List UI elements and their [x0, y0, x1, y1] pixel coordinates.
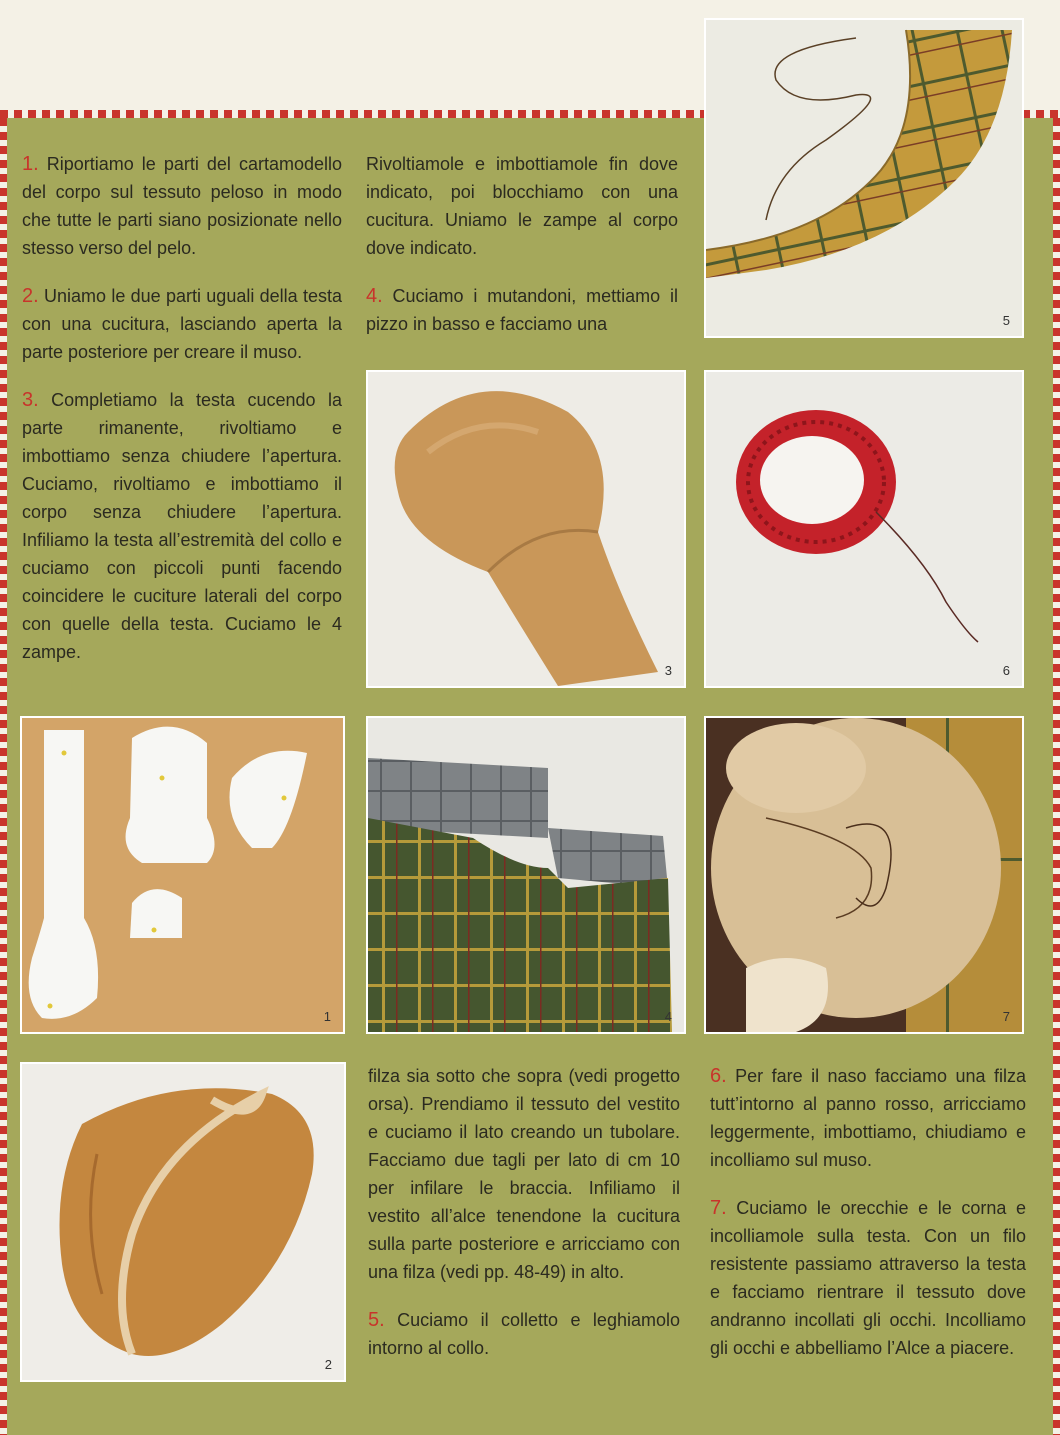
step-5-text: Cuciamo il colletto e leghiamolo intorno al collo.: [368, 1310, 680, 1358]
sewn-head-half-illustration: [22, 1064, 344, 1380]
step-4-number: 4.: [366, 285, 383, 307]
step-6-text: Per fare il naso facciamo una filza tutt’intorno al panno rosso, arricciamo leggermente, imbottiamo, chiudiamo e incolliamo sul muso.: [710, 1066, 1026, 1170]
photo-5-collar-strip: [704, 18, 1024, 338]
step-4-continued: filza sia sotto che sopra (vedi progetto orsa). Prendiamo il tessuto del vestito e cuciamo il lato creando un tubolare. Facciamo due tagli per lato di cm 10 per infilare le braccia. Infiliamo il vestito all’alce tenendone la cucitura sulla parte posteriore e arricciamo con una filza (vedi pp. 48-49) in alto.: [368, 1066, 680, 1282]
instructions-column-2-top: [366, 150, 678, 358]
step-7-text: Cuciamo le orecchie e le corna e incolliamole sulla testa. Con un filo resistente passiamo attraverso la testa e facciamo rientrare il tessuto dove andranno incollati gli occhi. Incolliamo gli occhi e abbelliamo l’Alce a piacere.: [710, 1198, 1026, 1358]
step-7-number: 7.: [710, 1197, 727, 1219]
photo-7-moose-head: [704, 716, 1024, 1034]
collar-strip-illustration: [706, 20, 1022, 336]
instructions-column-2-bottom: [368, 1062, 680, 1382]
dashed-border-right: [1053, 118, 1060, 1435]
red-nose-illustration: [706, 372, 1022, 686]
step-2-number: 2.: [22, 285, 39, 307]
step-3-continued: Rivoltiamole e imbottiamole fin dove indicato, poi blocchiamo con una cucitura. Uniamo le zampe al corpo dove indicato.: [366, 154, 678, 258]
step-4: [366, 282, 678, 338]
step-3: [22, 386, 342, 666]
photo-1-label: 1: [323, 1009, 331, 1024]
plaid-bloomers-illustration: [368, 718, 684, 1032]
step-1: [22, 150, 342, 262]
photo-6-label: 6: [1002, 663, 1010, 678]
step-6: [710, 1062, 1026, 1174]
dashed-border-left: [0, 118, 7, 1435]
instructions-column-3-bottom: [710, 1062, 1026, 1382]
photo-1-paper-patterns: [20, 716, 345, 1034]
step-1-number: 1.: [22, 153, 39, 175]
step-2-text: Uniamo le due parti uguali della testa con una cucitura, lasciando aperta la parte posteriore per creare il muso.: [22, 286, 342, 362]
moose-head-illustration: [706, 718, 1022, 1032]
instructions-column-1: [22, 150, 342, 686]
photo-6-red-nose: [704, 370, 1024, 688]
photo-7-label: 7: [1002, 1009, 1010, 1024]
photo-2-sewn-head-half: [20, 1062, 346, 1382]
photo-3-label: 3: [664, 663, 672, 678]
step-5-number: 5.: [368, 1309, 385, 1331]
photo-2-label: 2: [324, 1357, 332, 1372]
photo-5-label: 5: [1002, 313, 1010, 328]
photo-4-label: 4: [664, 1009, 672, 1024]
step-4-text: Cuciamo i mutandoni, mettiamo il pizzo in basso e facciamo una: [366, 286, 678, 334]
step-5: [368, 1306, 680, 1362]
photo-4-plaid-bloomers: [366, 716, 686, 1034]
paper-patterns-illustration: [22, 718, 343, 1032]
stuffed-head-illustration: [368, 372, 684, 686]
step-3-number: 3.: [22, 389, 39, 411]
step-2: [22, 282, 342, 366]
step-6-number: 6.: [710, 1065, 727, 1087]
step-7: [710, 1194, 1026, 1362]
step-3-text: Completiamo la testa cucendo la parte rimanente, rivoltiamo e imbottiamo senza chiudere l’apertura. Cuciamo, rivoltiamo e imbottiamo il corpo senza chiudere l’apertura. Infiliamo la testa all’estremità del collo e cuciamo con piccoli punti facendo coincidere le cuciture laterali del corpo con quelle della testa. Cuciamo le 4 zampe.: [22, 390, 342, 662]
step-1-text: Riportiamo le parti del cartamodello del corpo sul tessuto peloso in modo che tutte le parti siano posizionate nello stesso verso del pelo.: [22, 154, 342, 258]
photo-3-stuffed-head: [366, 370, 686, 688]
